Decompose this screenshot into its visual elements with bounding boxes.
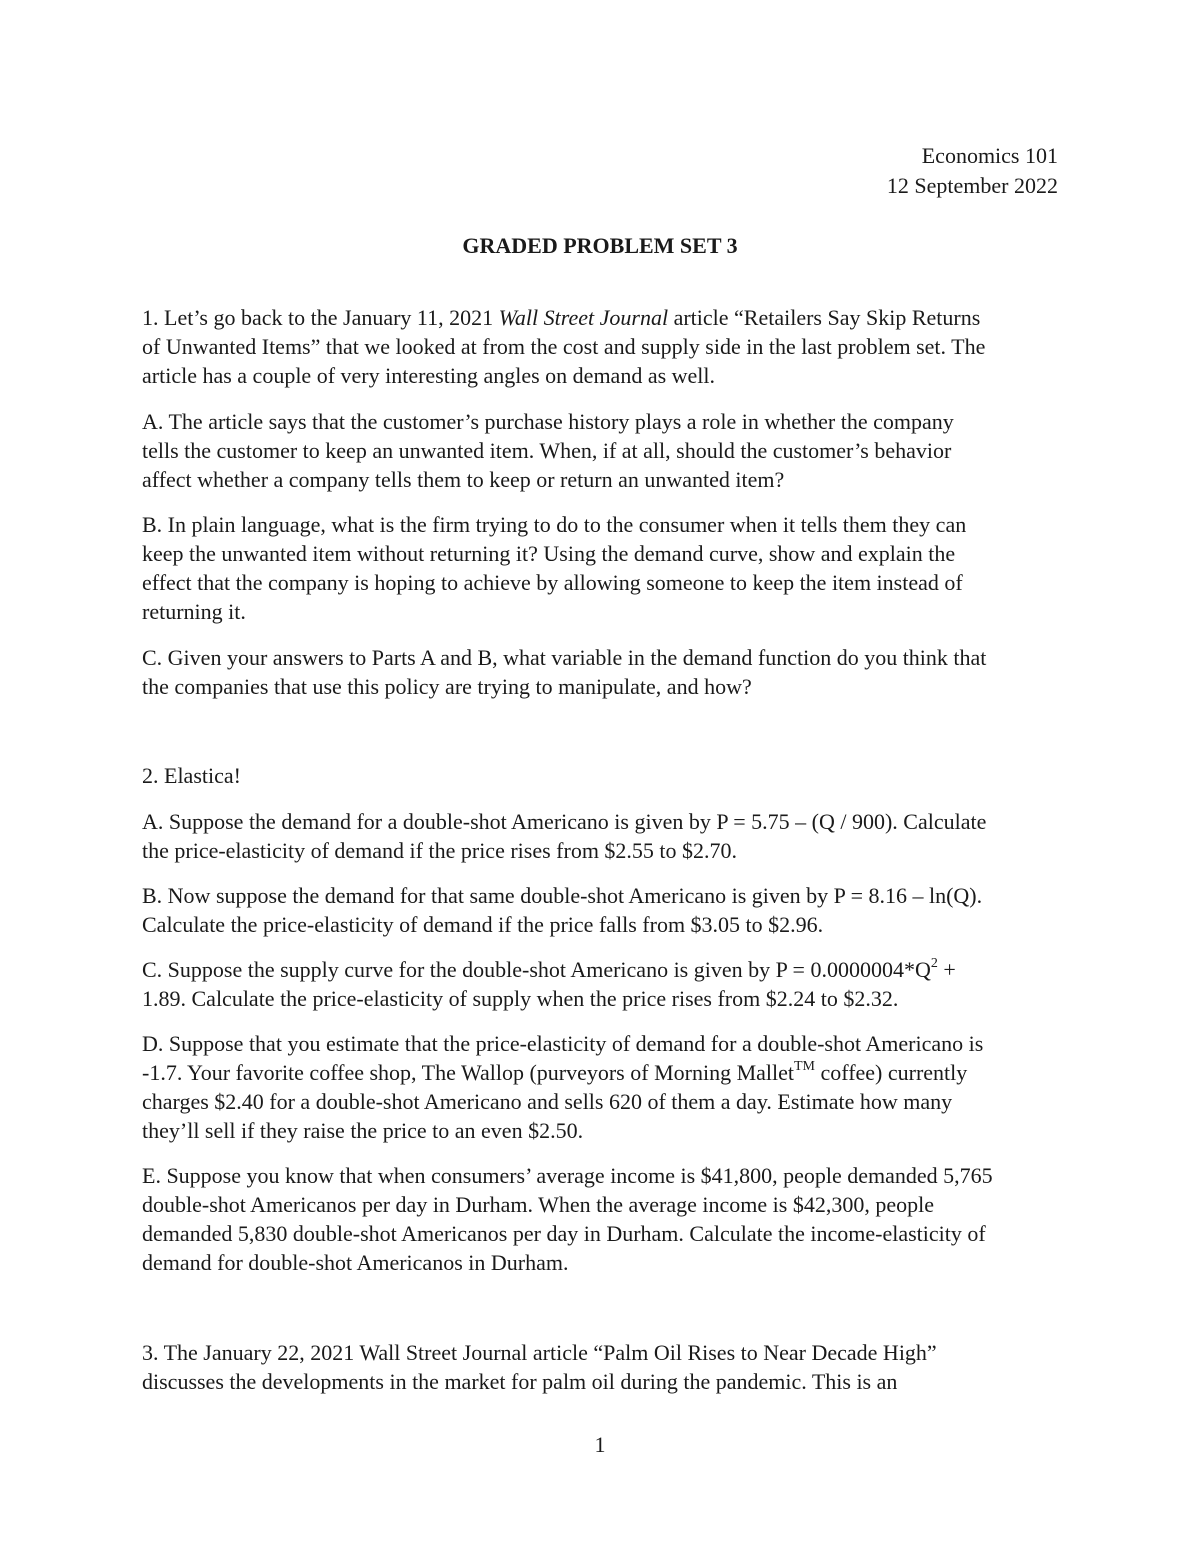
q2c-line-1 [142,957,956,983]
q1-journal-name: Wall Street Journal [498,305,669,330]
q2d-text-a: -1.7. Your favorite coffee shop, The Wallop (purveyors of Morning Mallet [142,1060,794,1085]
q2c-exponent: 2 [930,955,938,971]
q3-line-2: discusses the developments in the market for palm oil during the pandemic. This is an [142,1369,898,1394]
q1b-line-2: keep the unwanted item without returning it? Using the demand curve, show and explain the [142,541,956,566]
document-date: 12 September 2022 [886,173,1058,198]
q1-intro-line-3: article has a couple of very interesting angles on demand as well. [142,363,716,388]
q1a-line-3: affect whether a company tells them to keep or return an unwanted item? [142,467,785,492]
q1c-line-1: C. Given your answers to Parts A and B, what variable in the demand function do you think that [142,645,987,670]
q1b-line-4: returning it. [142,599,246,624]
q2e-line-2: double-shot Americanos per day in Durham. When the average income is $42,300, people [142,1192,934,1217]
page-number: 1 [594,1432,606,1457]
q1a-line-2: tells the customer to keep an unwanted item. When, if at all, should the customer’s behavior [142,438,952,463]
q2b-line-1: B. Now suppose the demand for that same double-shot Americano is given by P = 8.16 – ln(Q). [142,883,983,908]
q2d-line-2 [142,1060,967,1086]
q1a-line-1: A. The article says that the customer’s purchase history plays a role in whether the company [142,409,954,434]
q1-intro-text-b: article “Retailers Say Skip Returns [668,305,981,330]
q2d-line-4: they’ll sell if they raise the price to an even $2.50. [142,1118,584,1143]
q2e-line-1: E. Suppose you know that when consumers’ average income is $41,800, people demanded 5,765 [142,1163,993,1188]
q2c-line-2: 1.89. Calculate the price-elasticity of supply when the price rises from $2.24 to $2.32. [142,986,899,1011]
q2d-text-b: coffee) currently [815,1060,968,1085]
q1-intro-line-1 [142,305,980,331]
q3-line-1: 3. The January 22, 2021 Wall Street Journal article “Palm Oil Rises to Near Decade High” [142,1340,937,1365]
q2-intro: 2. Elastica! [142,763,241,788]
q2a-line-1: A. Suppose the demand for a double-shot Americano is given by P = 5.75 – (Q / 900). Calculate [142,809,987,834]
page-title: GRADED PROBLEM SET 3 [462,233,738,258]
q2e-line-3: demanded 5,830 double-shot Americanos per day in Durham. Calculate the income-elasticity of [142,1221,986,1246]
course-name: Economics 101 [921,143,1058,168]
q2c-text-a: C. Suppose the supply curve for the double-shot Americano is given by P = 0.0000004*Q [142,957,931,982]
q1c-line-2: the companies that use this policy are trying to manipulate, and how? [142,674,752,699]
q2d-line-1: D. Suppose that you estimate that the price-elasticity of demand for a double-shot Americano is [142,1031,984,1056]
q1-intro-text-a: 1. Let’s go back to the January 11, 2021 [142,305,499,330]
trademark-symbol: TM [794,1058,815,1074]
q2d-line-3: charges $2.40 for a double-shot Americano and sells 620 of them a day. Estimate how many [142,1089,953,1114]
q1-intro-line-2: of Unwanted Items” that we looked at from the cost and supply side in the last problem set. The [142,334,986,359]
q2b-line-2: Calculate the price-elasticity of demand if the price falls from $3.05 to $2.96. [142,912,824,937]
q2a-line-2: the price-elasticity of demand if the price rises from $2.55 to $2.70. [142,838,738,863]
q2e-line-4: demand for double-shot Americanos in Durham. [142,1250,569,1275]
q1b-line-1: B. In plain language, what is the firm trying to do to the consumer when it tells them they can [142,512,967,537]
q1b-line-3: effect that the company is hoping to achieve by allowing someone to keep the item instead of [142,570,963,595]
q2c-text-b: + [937,957,956,982]
